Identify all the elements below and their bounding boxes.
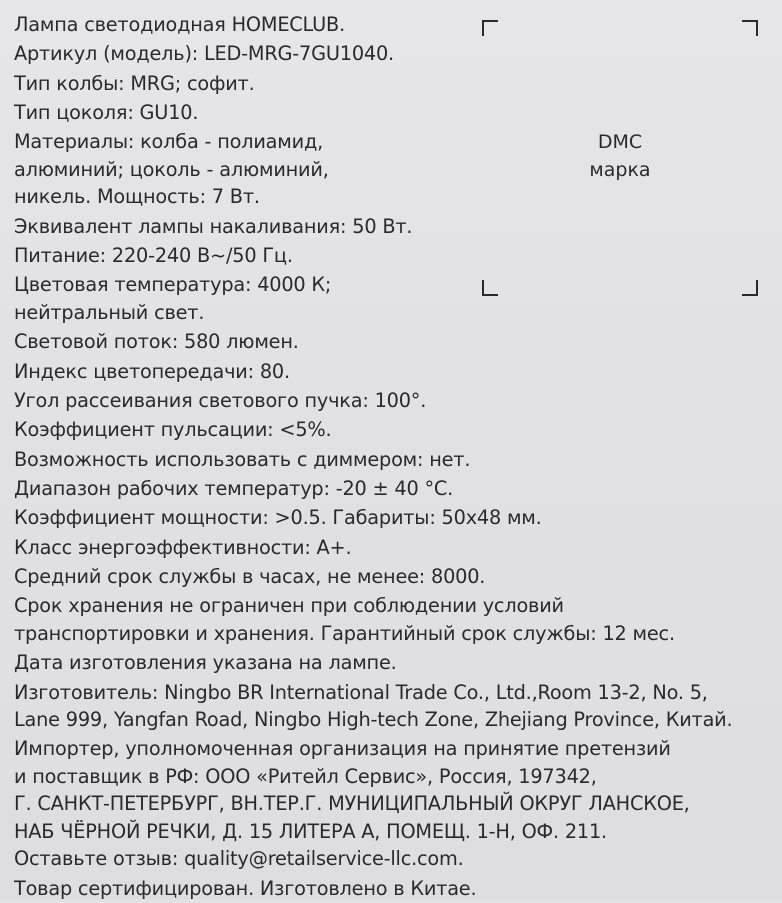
brand-mark-code: DMC — [597, 131, 643, 153]
label-line-equivalent: Эквивалент лампы накаливания: 50 Вт. — [14, 214, 413, 238]
label-line-dimmer: Возможность использовать с диммером: нет. — [14, 447, 471, 471]
brand-mark — [560, 128, 680, 184]
label-line-storage-2: транспортировки и хранения. Гарантийный срок службы: 12 мес. — [14, 621, 675, 645]
label-line-manufacture-date: Дата изготовления указана на лампе. — [14, 651, 397, 675]
label-line-materials-2: алюминий; цоколь - алюминий, — [14, 157, 329, 181]
brand-mark-caption: марка — [589, 159, 651, 181]
label-line-importer-4: НАБ ЧЁРНОЙ РЕЧКИ, Д. 15 ЛИТЕРА А, ПОМЕЩ. 1-Н, ОФ. 211. — [14, 819, 607, 843]
label-line-manufacturer-2: Lane 999, Yangfan Road, Ningbo High-tech Zone, Zhejiang Province, Китай. — [14, 708, 733, 732]
label-line-temp-range: Диапазон рабочих температур: -20 ± 40 °С. — [14, 476, 454, 500]
brand-frame-corner-top-right — [742, 20, 758, 36]
label-line-certified: Товар сертифицирован. Изготовлено в Китае. — [14, 876, 477, 900]
label-line-supply: Питание: 220-240 В~/50 Гц. — [14, 244, 293, 268]
label-line-materials-1: Материалы: колба - полиамид, — [14, 130, 324, 154]
label-line-importer-3: Г. САНКТ-ПЕТЕРБУРГ, ВН.ТЕР.Г. МУНИЦИПАЛЬНЫЙ ОКРУГ ЛАНСКОЕ, — [14, 792, 690, 816]
brand-frame-corner-top-left — [482, 20, 498, 36]
label-line-bulb-type: Тип колбы: MRG; софит. — [14, 71, 255, 95]
label-line-importer-1: Импортер, уполномоченная организация на принятие претензий — [14, 737, 671, 761]
label-line-storage-1: Срок хранения не ограничен при соблюдении условий — [14, 594, 564, 618]
label-line-power-factor: Коэффициент мощности: >0.5. Габариты: 50х48 мм. — [14, 506, 542, 530]
label-line-color-temp-2: нейтральный свет. — [14, 300, 205, 324]
label-line-feedback: Оставьте отзыв: quality@retailservice-llc.com. — [14, 847, 464, 871]
label-line-article: Артикул (модель): LED-MRG-7GU1040. — [14, 42, 394, 66]
label-line-beam-angle: Угол рассеивания светового пучка: 100°. — [14, 388, 427, 412]
brand-frame-corner-bottom-left — [482, 280, 498, 296]
label-line-power: никель. Мощность: 7 Вт. — [14, 185, 260, 209]
label-line-luminous-flux: Световой поток: 580 люмен. — [14, 330, 299, 354]
label-line-importer-2: и поставщик в РФ: ООО «Ритейл Сервис», Россия, 197342, — [14, 764, 597, 788]
label-line-energy-class: Класс энергоэффективности: А+. — [14, 535, 352, 559]
label-line-ripple: Коэффициент пульсации: <5%. — [14, 418, 332, 442]
label-line-socket-type: Тип цоколя: GU10. — [14, 101, 199, 125]
label-line-color-temp-1: Цветовая температура: 4000 К; — [14, 273, 332, 297]
brand-frame-corner-bottom-right — [742, 280, 758, 296]
label-line-lifetime: Средний срок службы в часах, не менее: 8000. — [14, 565, 486, 588]
label-line-product-name: Лампа светодиодная HOMECLUB. — [14, 13, 346, 36]
label-line-manufacturer-1: Изготовитель: Ningbo BR International Trade Co., Ltd.,Room 13-2, No. 5, — [14, 680, 708, 704]
label-line-cri: Индекс цветопередачи: 80. — [14, 359, 290, 383]
